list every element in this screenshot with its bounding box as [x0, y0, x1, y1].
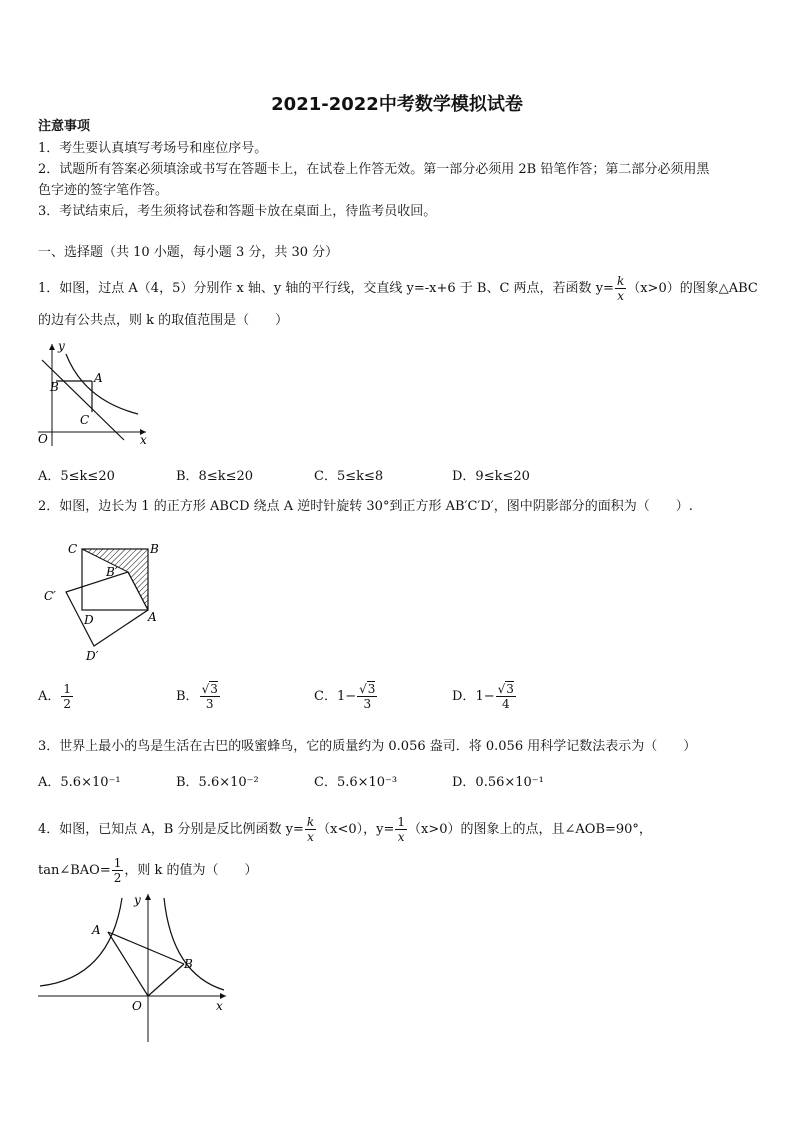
q1-option-d[interactable]: D．9≤k≤20 [452, 469, 530, 484]
q1-frac-den: x [617, 289, 624, 303]
q1-fig-c-label: C [80, 413, 90, 427]
q4-frac1-den: x [307, 830, 314, 844]
q4-frac2-num: 1 [397, 815, 406, 829]
q2-option-c-label: C． [314, 689, 337, 704]
section-heading: 一、选择题（共 10 小题，每小题 3 分，共 30 分） [38, 245, 339, 260]
q4-text-e: ，则 k 的值为（ ） [124, 863, 258, 878]
q4-stem [38, 815, 652, 844]
q4-frac2-den: x [397, 830, 405, 844]
q2-fig-cprime-label: C′ [44, 589, 56, 603]
q4-text-a: 4．如图，已知点 A，B 分别是反比例函数 y= [38, 822, 304, 837]
q2-option-c-den: 3 [363, 697, 372, 711]
notes-item: 3．考试结束后，考生须将试卷和答题卡放在桌面上，待监考员收回。 [38, 204, 437, 219]
q1-fraction [615, 274, 626, 303]
q1-option-a[interactable]: A．5≤k≤20 [38, 469, 115, 484]
q2-option-c-prefix: 1− [336, 689, 357, 704]
q2-option-d-den: 4 [501, 697, 510, 711]
q2-fig-c-label: C [68, 542, 78, 556]
q3-stem: 3．世界上最小的鸟是生活在古巴的吸蜜蜂鸟，它的质量约为 0.056 盎司．将 0.056 用科学记数法表示为（ ） [38, 739, 697, 754]
notes-item: 1．考生要认真填写考场号和座位序号。 [38, 141, 268, 156]
q2-option-a-fraction [61, 682, 73, 711]
q1-text-c: 的边有公共点，则 k 的取值范围是（ ） [38, 313, 289, 328]
q2-option-b[interactable] [176, 682, 221, 711]
q2-option-c-radicand: 3 [367, 682, 376, 696]
q3-option-c[interactable]: C．5.6×10⁻³ [314, 775, 398, 790]
q2-figure [40, 538, 170, 666]
q4-fig-x-label: x [216, 999, 223, 1013]
q1-fig-x-label: x [140, 433, 147, 447]
q1-option-c[interactable]: C．5≤k≤8 [314, 469, 384, 484]
q1-stem [38, 274, 758, 303]
q2-option-d-prefix: 1− [475, 689, 495, 704]
q1-option-b[interactable]: B．8≤k≤20 [176, 469, 254, 484]
notes-heading: 注意事项 [38, 119, 91, 134]
q2-fig-bprime-label: B′ [106, 565, 118, 579]
q2-option-b-num: √3 [201, 682, 218, 696]
q2-stem: 2．如图，边长为 1 的正方形 ABCD 绕点 A 逆时针旋转 30°到正方形 AB′C′D′，图中阴影部分的面积为（ ）. [38, 499, 693, 514]
q1-text-b: （x>0）的图象△ABC [627, 281, 758, 296]
q4-frac3-den: 2 [113, 871, 122, 885]
notes-item: 色字迹的签字笔作答。 [38, 183, 169, 198]
q2-option-b-den: 3 [205, 697, 214, 711]
notes-item: 2．试题所有答案必须填涂或书写在答题卡上，在试卷上作答无效。第一部分必须用 2B 铅笔作答；第二部分必须用黑 [38, 162, 710, 177]
q2-option-a-label: A． [38, 689, 61, 704]
q3-option-b[interactable]: B．5.6×10⁻² [176, 775, 259, 790]
q4-fraction-1 [305, 815, 316, 844]
q2-option-c[interactable] [314, 682, 378, 711]
q2-option-d-num: √3 [497, 682, 514, 696]
q4-text-c: （x>0）的图象上的点，且∠AOB=90°， [408, 822, 652, 837]
q4-figure [36, 890, 232, 1044]
q2-option-a-den: 2 [63, 697, 72, 711]
q2-option-b-label: B． [176, 689, 199, 704]
q2-fig-b-label: B [150, 542, 159, 556]
q2-option-a[interactable] [38, 682, 74, 711]
q4-fraction-3 [112, 856, 124, 885]
q1-figure [36, 340, 148, 448]
q2-fig-a-label: A [148, 610, 157, 624]
q2-option-d-fraction [496, 682, 516, 711]
q4-text-b: （x<0），y= [317, 822, 395, 837]
q2-option-a-num: 1 [63, 682, 72, 696]
q2-option-c-num: √3 [359, 682, 376, 696]
q1-fig-b-label: B [50, 380, 59, 394]
q4-fig-y-label: y [134, 893, 141, 907]
q2-option-d-radicand: 3 [506, 682, 514, 696]
q4-frac3-num: 1 [113, 856, 122, 870]
q3-option-a[interactable]: A．5.6×10⁻¹ [38, 775, 121, 790]
q4-text-d: tan∠BAO= [38, 863, 111, 878]
q2-option-d[interactable] [452, 682, 517, 711]
q2-option-d-label: D． [452, 689, 476, 704]
q2-option-c-fraction [357, 682, 377, 711]
q4-fig-a-label: A [92, 923, 101, 937]
q4-frac1-num: k [306, 815, 315, 829]
q1-frac-num: k [616, 274, 625, 288]
q3-option-d[interactable]: D．0.56×10⁻¹ [452, 775, 544, 790]
q2-option-b-radicand: 3 [210, 682, 218, 696]
page-title: 2021-2022中考数学模拟试卷 [271, 94, 523, 115]
q2-fig-dprime-label: D′ [86, 649, 99, 663]
q4-stem-line2 [38, 856, 258, 885]
q1-fig-o-label: O [38, 432, 48, 446]
q1-fig-y-label: y [58, 340, 65, 353]
q2-fig-d-label: D [84, 613, 94, 627]
q2-option-b-fraction [200, 682, 220, 711]
q1-fig-a-label: A [94, 371, 103, 385]
q4-fraction-2 [395, 815, 407, 844]
q4-fig-o-label: O [132, 999, 142, 1013]
q4-fig-b-label: B [184, 957, 193, 971]
q1-text-a: 1．如图，过点 A（4，5）分别作 x 轴、y 轴的平行线，交直线 y=-x+6 于 B、C 两点，若函数 y= [38, 281, 614, 296]
